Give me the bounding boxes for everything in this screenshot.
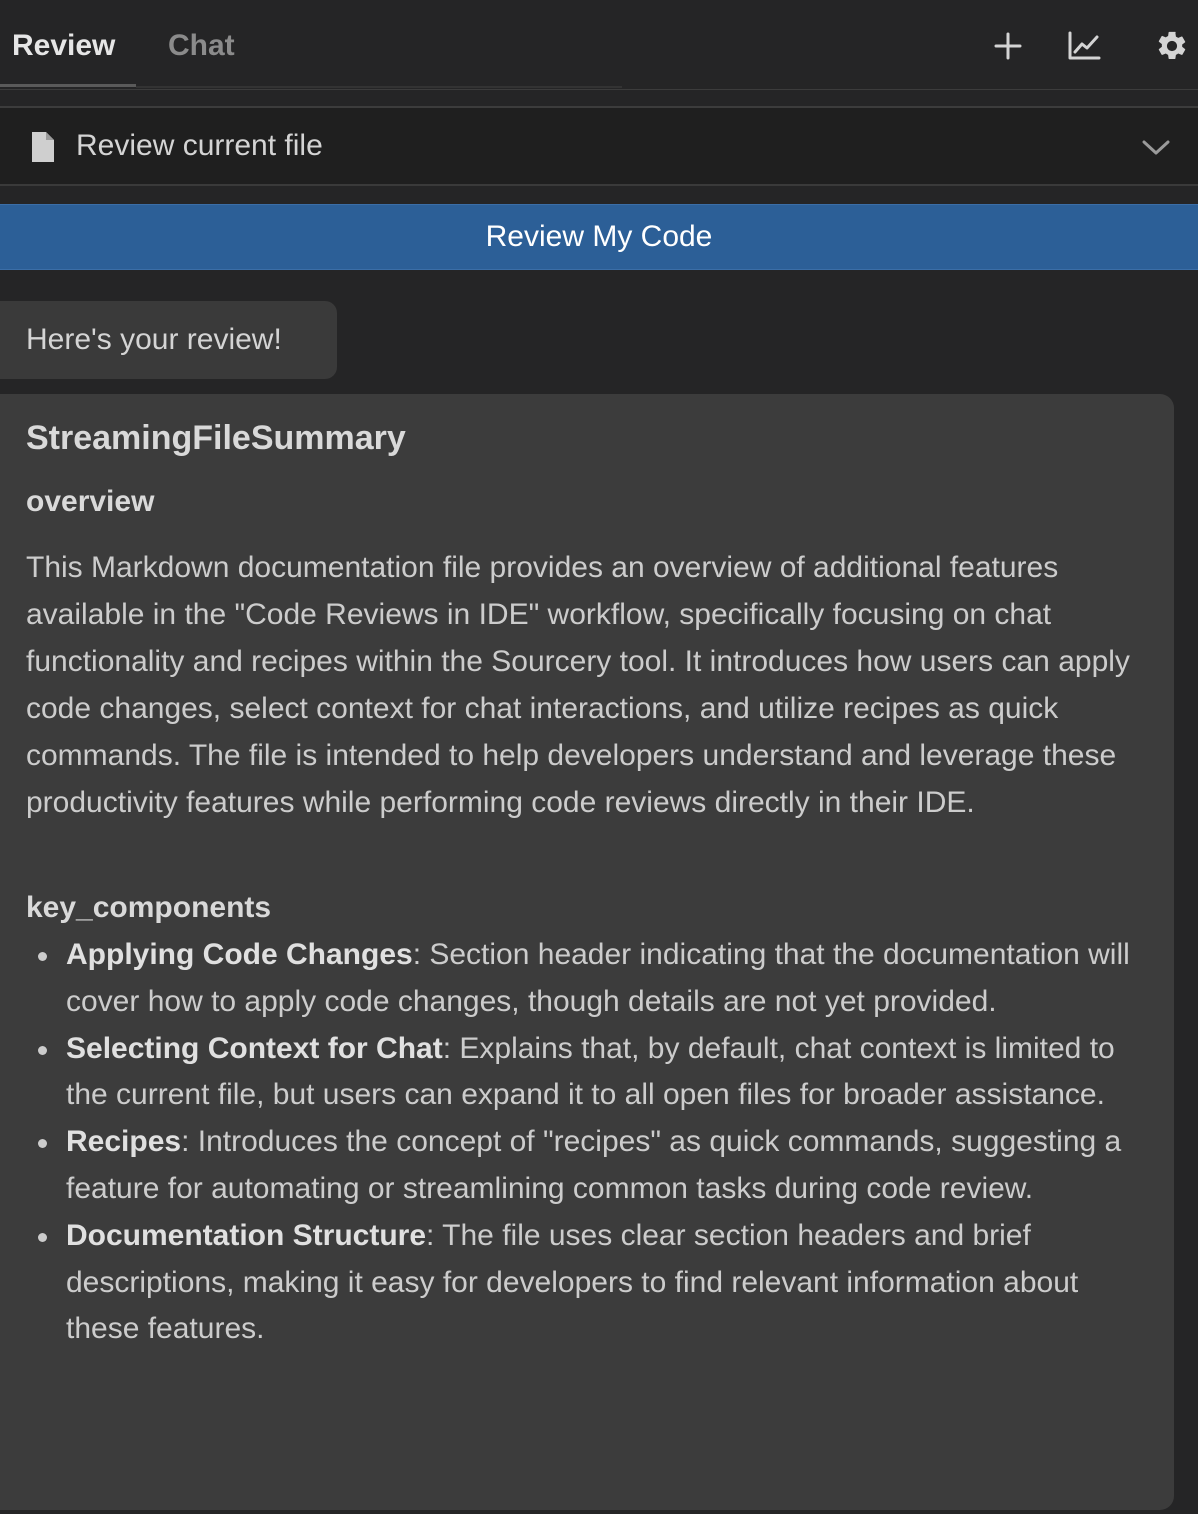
component-name: Documentation Structure — [66, 1218, 427, 1252]
tab-divider — [136, 86, 622, 88]
tab-chat[interactable]: Chat — [168, 29, 235, 62]
list-item — [26, 1026, 1136, 1120]
panel-header — [0, 0, 1198, 90]
chart-icon[interactable] — [1064, 26, 1104, 66]
list-item — [26, 932, 1136, 1026]
component-name: Applying Code Changes — [66, 938, 413, 971]
list-item — [26, 1213, 1136, 1353]
component-description: : The file uses clear section headers and brief descriptions, making it easy for developers to find relevant information about these features. — [66, 1218, 1079, 1346]
file-icon — [30, 130, 58, 164]
component-description: : Section header indicating that the documentation will cover how to apply code changes, though details are not yet provided. — [66, 938, 1130, 1018]
review-mode-label: Review current file — [76, 129, 323, 162]
component-description: : Explains that, by default, chat context is limited to the current file, but users can expand it to all open files for broader assistance. — [66, 1031, 1115, 1112]
list-item — [26, 1119, 1136, 1213]
active-tab-indicator — [0, 84, 136, 87]
component-name: Selecting Context for Chat — [66, 1031, 443, 1065]
key-components-heading: key_components — [26, 891, 272, 924]
plus-icon[interactable] — [988, 26, 1028, 66]
component-description: : Introduces the concept of "recipes" as quick commands, suggesting a feature for automating or streamlining common tasks during code review. — [66, 1125, 1122, 1205]
review-mode-dropdown[interactable] — [0, 108, 1198, 186]
chevron-down-icon[interactable] — [1140, 134, 1172, 160]
assistant-message-bubble: Here's your review! — [0, 301, 337, 379]
overview-text: This Markdown documentation file provides an overview of additional features available in the "Code Reviews in IDE" workflow, specifically focusing on chat functionality and recipes within the Sourcery tool. It introduces how users can apply code changes, select context for chat interactions, and utilize recipes as quick commands. The file is intended to help developers understand and leverage these productivity features while performing code reviews directly in their IDE. — [26, 551, 1130, 819]
overview-heading: overview — [26, 485, 155, 518]
key-components-list — [26, 932, 1136, 1353]
tab-review[interactable]: Review — [12, 29, 116, 62]
gear-icon[interactable] — [1152, 26, 1192, 66]
review-summary-card — [0, 394, 1174, 1510]
summary-title: StreamingFileSummary — [26, 419, 406, 457]
review-my-code-button[interactable]: Review My Code — [0, 204, 1198, 270]
component-name: Recipes — [66, 1125, 182, 1159]
